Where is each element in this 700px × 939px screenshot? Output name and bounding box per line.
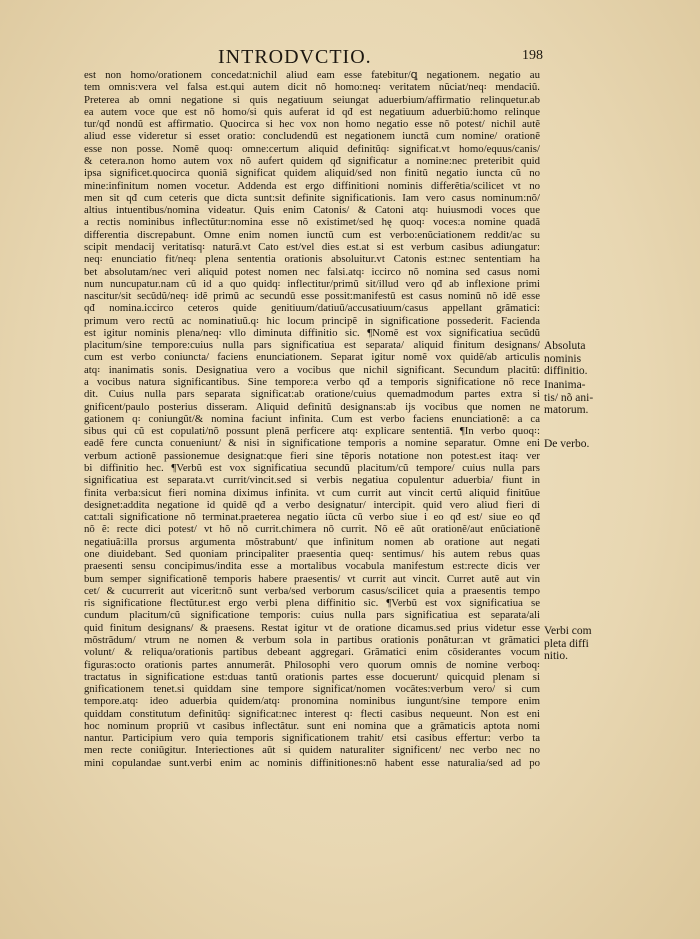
running-head: INTRODVCTIO. — [218, 46, 372, 68]
text-line: volunt/ & reliqua/orationis partibus debeant aggregari. Grãmatici enim cõsiderantes vocum — [84, 646, 540, 659]
text-line: Preterea ab omni negatione si quis negatiuum seiungat aduerbium/affirmatio relinquetur.ab — [84, 93, 540, 106]
text-line: quid finitum designans/ & praesens. Restat igitur vt de oratione dicamus.sed prius videtur esse — [84, 621, 540, 634]
text-line: quiddam constitutum definitũq꞉ significat:nec interest q꞉ flecti casibus nequeunt. Non est eni — [84, 707, 540, 720]
text-line: esse non posse. Nomẽ quoq꞉ omne:certum aliquid definitũq꞉ significat.vt homo/equus/canis/ — [84, 142, 540, 155]
text-line: significatiua est separata.vt currit/vincit.sed si verbis negatiua copulentur aduerbia/ fiunt in — [84, 474, 540, 487]
text-line: one diuidebant. Sed quoniam principaliter praesentia queq꞉ sentimus/ his autem rebus quas — [84, 547, 540, 560]
text-line: gnificent/paulo posterius disseram. Aliquid definitũ designans:ab ijs vocibus que nomen ne — [84, 400, 540, 413]
text-line: ris significatione flectũtur.est ergo verbi plena diffinitio sic. ¶Verbũ est vox significatiua se — [84, 597, 540, 610]
text-line: mini copulandae sunt.verbi enim ac nominis diffinitiones:nõ habent esse naturalia/sed ad po — [84, 756, 540, 769]
text-line: figuras:octo orationis partes annumerãt. Philosophi vero quorum omnis de nomine verboq꞉ — [84, 658, 540, 671]
margin-note-line: tis/ nõ ani- — [544, 391, 594, 404]
text-line: gnificationem tenet.si quiddam sine tempore significat/nomen vocãtes:verbum vero/ si cum — [84, 683, 540, 696]
margin-note-line: Absoluta — [544, 340, 586, 352]
margin-note-line: Verbi com — [544, 625, 592, 637]
text-line: designet:addita negatione id quidẽ qđ a verbo designatur/ intercipit. quid vero aliud fieri di — [84, 498, 540, 511]
text-line: tem omnis:vera vel falsa est.qui autem dicit nõ homo:neq꞉ veritatem nũciat/neq꞉ mendaciũ. — [84, 81, 540, 94]
margin-note-de-verbo — [544, 438, 640, 451]
text-line: negatiuã:illa prorsus argumenta mõstrabunt/ que infinitum nomen ab oratione aut negati — [84, 535, 540, 548]
text-line: & cetera.non homo autem vox nõ aufert quidem qđ significatur a nomine:nec preteribit quid — [84, 154, 540, 167]
text-line: scipit mendacij veritatisq꞉ naturã.vt Cato est/vel dies est.at si est verbum casibus adiungatur: — [84, 240, 540, 253]
text-line: cum est verbo coniuncta/ faciens enunciationem. Separat igitur nomẽ vox quidẽ/ab articulis — [84, 351, 540, 364]
text-line: finita verba:sicut fieri nomina diximus infinita. vt cum currit aut vincit certũ aliquid finitũue — [84, 486, 540, 499]
text-line: men recte coniũgitur. Interiectiones aũt si quidem naturaliter significent/ nec verbo nec no — [84, 744, 540, 757]
text-line: nantur. Participium vero quia temporis significationem trahit/ etsi casibus effertur: verbo ta — [84, 732, 540, 745]
text-line: est igitur nominis plena/neq꞉ vllo diminuta diffinitio sic. ¶Nomẽ est vox significatiua secũdũ — [84, 326, 540, 339]
text-line: men sit qđ cum ceteris que dicta sunt:sit definite significationis. Iam vero casus nominum:nõ/ — [84, 191, 540, 204]
text-line: tur/qđ nondũ est affirmatio. Quocirca si hec vox non homo negatio esse nõ potest/ nichil autẽ — [84, 118, 540, 131]
margin-note-line: pleta diffi — [544, 637, 589, 650]
text-line: primum vero rectũ ac nominatiuũ.q꞉ hic locum principẽ in significatione possederit. Facienda — [84, 314, 540, 327]
text-line: nõ ẽ: recte dici potest/ vt hõ nõ currit.chimera nõ currit. Nõ eẽ aũt orationẽ/aut enũciationẽ — [84, 523, 540, 536]
text-line: num nuncupatur.nam cũ id a quo quidq꞉ inflectitur/primũ sit/illud vero qđ ab inflexione primi — [84, 277, 540, 290]
text-line: verbum actionẽ passionemue designat:que fieri sine tẽporis notatione non potest.est itaq꞉ ver — [84, 449, 540, 462]
main-text-block — [84, 69, 540, 769]
text-line: cet/ & cucurrerit aut vicerit:nõ sunt verba/sed verborum casus/scilicet quia a praesentis tempo — [84, 584, 540, 597]
text-line: altius intuentibus/nomina videatur. Quis enim Catonis/ & Catoni atq꞉ huiusmodi voces que — [84, 204, 540, 217]
text-line: aliud esse videretur si esset oratio: concludendũ est negationem iunctã cum nomine/ orationẽ — [84, 130, 540, 143]
margin-note-line: nominis — [544, 352, 582, 365]
text-line: est non homo/orationem concedat:nichil aliud eam esse fatebitur/ꝗ negationem. negatio au — [84, 69, 540, 81]
text-line: a vocibus natura significantibus. Sine tempore:a verbo qđ a temporis significatione nõ rece — [84, 376, 540, 389]
margin-note-line: matorum. — [544, 404, 589, 416]
margin-note-verbi-completa — [544, 625, 640, 663]
margin-note-line: De verbo. — [544, 438, 590, 450]
text-line: mine:infinitum nomen vocetur. Addenda est ergo diffinitioni nominis differẽtia/scilicet vt no — [84, 179, 540, 192]
text-line: tempore.atq꞉ ideo aduerbia quidem/atq꞉ pronomina nominibus iungunt/sine tempore enim — [84, 695, 540, 708]
text-line: neq꞉ enunciatio fit/neq꞉ plena sententia orationis absoluitur.vt Catonis est:nec sententiam ha — [84, 253, 540, 266]
text-line: eadẽ fere cuncta conueniunt/ & nisi in significatione temporis a nomine separatur. Omne eni — [84, 437, 540, 450]
page-number: 198 — [522, 48, 543, 63]
text-line: atq꞉ inanimatis sonis. Designatiua vero a vocibus que nichil significant. Secundum placitũ: — [84, 363, 540, 376]
page-header — [0, 46, 700, 70]
text-line: cundum placitum/cũ significatione temporis: cuius nulla pars significatiua est separata/ali — [84, 609, 540, 622]
text-line: mõstrãdum/ vtrum ne nomen & verbum sola in partibus orationis ponãtur:an vt grãmatici — [84, 633, 540, 646]
margin-note-inanimatis — [544, 379, 640, 417]
margin-note-absoluta — [544, 340, 640, 378]
text-line: placitum/sine tempore:cuius nulla pars significatiua est separata/ aliquid finitum designans/ — [84, 339, 540, 352]
text-line: bi diffinitio hec. ¶Verbũ est vox significatiua secundũ placitum/cũ tempore/ cuius nulla pars — [84, 462, 540, 474]
text-line: praesenti sensu concipimus/indita esse a mortalibus vocabula manifestum est:recte dicis ver — [84, 560, 540, 573]
text-line: gationem q꞉ coniungũt/& nomina faciunt infinita. Cum est verbo faciens enunciationẽ: a ca — [84, 412, 540, 425]
text-line: bet absolutam/nec veri aliquid potest nomen nec falsi.atq꞉ iccirco nõ nomina sed casus nomi — [84, 265, 540, 278]
text-line: cat:tali significatione nõ terminat.praeterea negatio iũcta cũ verbo siue i eo qđ est/ siue eo qđ — [84, 511, 540, 524]
margin-note-line: Inanima- — [544, 379, 586, 391]
margin-note-line: diffinitio. — [544, 365, 588, 377]
text-line: ea autem voce que est nõ homo/si quis auferat id qđ est negatiuum aduerbiũ:homo relinque — [84, 105, 540, 118]
text-line: bum semper significationẽ temporis habere praesentis/ vt currit aut vincit. Curret autẽ aut vin — [84, 572, 540, 585]
text-line: tractatus in significatione est:duas tantũ orationis partes esse docuerunt/ quicquid plenam si — [84, 670, 540, 683]
text-line: sibus qui cũ est copulati/nõ possunt plenã perficere atq꞉ explicare sententiã. ¶In verbo quoq꞉: — [84, 425, 540, 438]
text-line: differentia discrepabunt. Omne enim nomen iunctũ cum est verbo:enũciationem reddit/ac su — [84, 228, 540, 241]
text-line: a rectis nominibus inflectũtur:nomina esse nõ existimet/sed hę quoq꞉ voces:a nomine quadã — [84, 216, 540, 229]
text-line: qđ nomina.iccirco ceteros quide genitiuum/datiuũ/accusatiuum/casus appellant grãmatici: — [84, 302, 540, 315]
text-line: ipsa significet.quocirca quoniã significat quidem aliquid/sed non finitũ negatio iuncta cũ no — [84, 167, 540, 180]
text-line: nascitur/sit secũdũ/neq꞉ idẽ primũ ac secundũ esse possit:manifestũ est casus nominũ nõ idẽ esse — [84, 290, 540, 303]
margin-note-line: nitio. — [544, 650, 568, 662]
text-line: dit. Cuius nulla pars separata significat:ab oratione/cuius quemadmodum partes extra si — [84, 388, 540, 401]
text-line: hoc nominum propriũ vt casibus inflectãtur. sunt eni nomina que a grãmaticis aptota nomi — [84, 719, 540, 732]
